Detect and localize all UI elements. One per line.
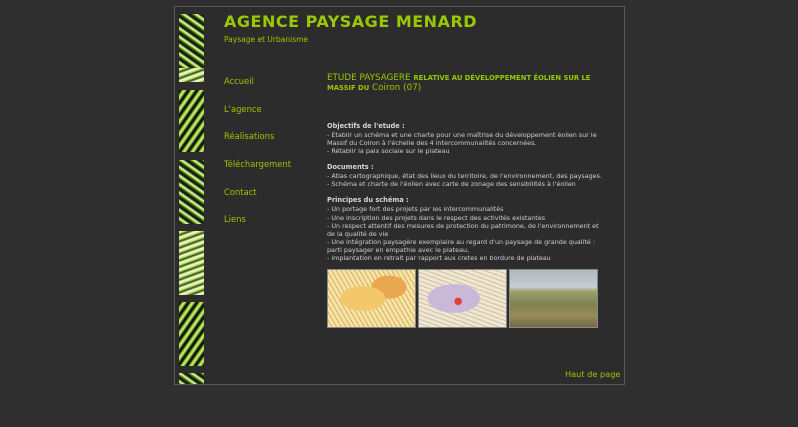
section-line: - Une inscription des projets dans le respect des activités existantes	[327, 213, 546, 222]
content-section	[327, 122, 602, 155]
fern-photo-1b	[179, 68, 204, 82]
content-section	[327, 163, 602, 188]
nav-item-accueil[interactable]: Accueil	[224, 76, 254, 86]
fern-photo-2	[179, 90, 204, 152]
section-title: Documents :	[327, 163, 374, 172]
fern-photo-6	[179, 373, 204, 384]
landscape-photo-thumbnail[interactable]	[509, 269, 598, 328]
map-thumbnail-2[interactable]	[418, 269, 507, 328]
nav-item-realisations[interactable]: Réalisations	[224, 131, 275, 142]
nav-item-liens[interactable]: Liens	[224, 214, 246, 225]
fern-photo-1	[179, 14, 204, 68]
fern-photo-5	[179, 302, 204, 366]
site-subtitle: Paysage et Urbanisme	[224, 35, 309, 44]
site-title: AGENCE PAYSAGE MENARD	[224, 12, 478, 31]
section-line: - Une intégration paysagère exemplaire au regard d'un paysage de grande qualité : parti paysager en empathie avec le plateau,	[327, 237, 595, 254]
section-line: - Schéma et charte de l'éolien avec carte de zonage des sensibilités à l'éolien	[327, 180, 576, 189]
section-title: Objectifs de l'etude :	[327, 122, 405, 130]
nav-item-telechargement[interactable]: Téléchargement	[224, 159, 292, 170]
section-title: Principes du schéma :	[327, 196, 409, 205]
heading-main: ETUDE PAYSAGERE	[327, 73, 411, 83]
main-nav	[224, 76, 291, 242]
section-line: - implantation en retrait par rapport aux cretes en bordure de plateau	[327, 254, 551, 263]
decorative-photo-strip	[179, 14, 204, 384]
heading-tail: Coiron (07)	[372, 83, 422, 93]
heading-small: RELATIVE AU DÉVELOPPEMENT ÉOLIEN SUR LE MASSIF DU	[327, 74, 591, 92]
nav-item-agence[interactable]: L'agence	[224, 103, 262, 114]
section-line: - Un respect attentif des mesures de protection du patrimone, de l'environnement et de la qualité de vie	[327, 221, 599, 238]
back-to-top-link[interactable]: Haut de page	[565, 369, 621, 379]
section-line: - Atlas cartographique, état des lieux du territoire, de l'environnement, des paysages.	[327, 172, 602, 181]
page-heading	[327, 73, 602, 93]
section-line: - Etablir un schéma et une charte pour une maîtrise du développement éolien sur le Massif du Coiron à l'échelle des 4 intercommunalités concernées.	[327, 131, 597, 148]
content-section	[327, 196, 602, 262]
main-content	[327, 73, 602, 262]
section-line: - Rétablir la paix sociale sur le plateau	[327, 147, 450, 156]
section-line: - Un portage fort des projets par les intercommunalités	[327, 205, 504, 214]
fern-photo-4	[179, 231, 204, 295]
map-thumbnail-1[interactable]	[327, 269, 416, 328]
fern-photo-3	[179, 160, 204, 224]
content-sections	[327, 122, 602, 262]
nav-item-contact[interactable]: Contact	[224, 186, 257, 197]
